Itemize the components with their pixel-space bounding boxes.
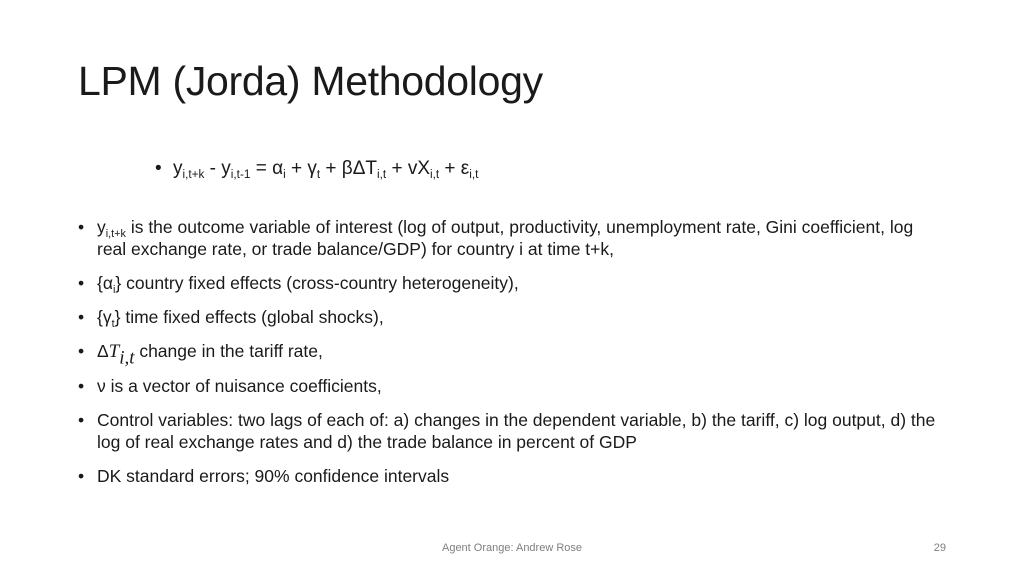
model-equation bbox=[155, 158, 478, 180]
eq-beta: + βΔT bbox=[320, 158, 378, 179]
eq-gamma: + γ bbox=[285, 158, 317, 179]
list-item-outcome: • $y_{i,t+k}$ is the outcome variable of interest (log of output, productivity, unemployment rate, Gini coefficient, log real exchange rate, or trade balance/GDP) for country i at time t+k, bbox=[78, 216, 938, 260]
eq-eps: + ε bbox=[439, 158, 470, 179]
eq-v: + vX bbox=[386, 158, 430, 179]
footer-text: Agent Orange: Andrew Rose bbox=[441, 542, 583, 554]
eq-lhs-sub: i,t+k bbox=[182, 168, 205, 182]
eq-alpha: = α bbox=[250, 158, 284, 179]
eq-tariff-sub: i,t bbox=[377, 168, 387, 182]
list-item-time-effects: • $\{\gamma_t\}$ time fixed effects (global shocks), bbox=[78, 306, 938, 328]
definitions-list bbox=[78, 216, 938, 499]
eq-lhs: y bbox=[173, 158, 183, 179]
list-item-nuisance: • ν is a vector of nuisance coefficients, bbox=[78, 375, 938, 397]
eq-minus: - y bbox=[204, 158, 231, 179]
list-item-standard-errors: • DK standard errors; 90% confidence intervals bbox=[78, 465, 938, 487]
eq-lag-sub: i,t-1 bbox=[230, 168, 251, 182]
eq-alpha-sub: i bbox=[283, 168, 286, 182]
eq-eps-sub: i,t bbox=[469, 168, 479, 182]
list-item-tariff-change: • ΔTi,t change in the tariff rate, bbox=[78, 340, 938, 363]
page-number: 29 bbox=[933, 542, 946, 554]
list-item-country-effects: • $\{\alpha_i\}$ country fixed effects (cross-country heterogeneity), bbox=[78, 272, 938, 294]
eq-gamma-sub: t bbox=[316, 168, 321, 182]
slide-title: LPM (Jorda) Methodology bbox=[78, 58, 543, 104]
equation-bullet: • bbox=[155, 158, 162, 179]
eq-x-sub: i,t bbox=[430, 168, 440, 182]
list-item-controls: • Control variables: two lags of each of: a) changes in the dependent variable, b) the tariff, c) log output, d) the log of real exchange rates and d) the trade balance in percent of GDP bbox=[78, 409, 938, 453]
